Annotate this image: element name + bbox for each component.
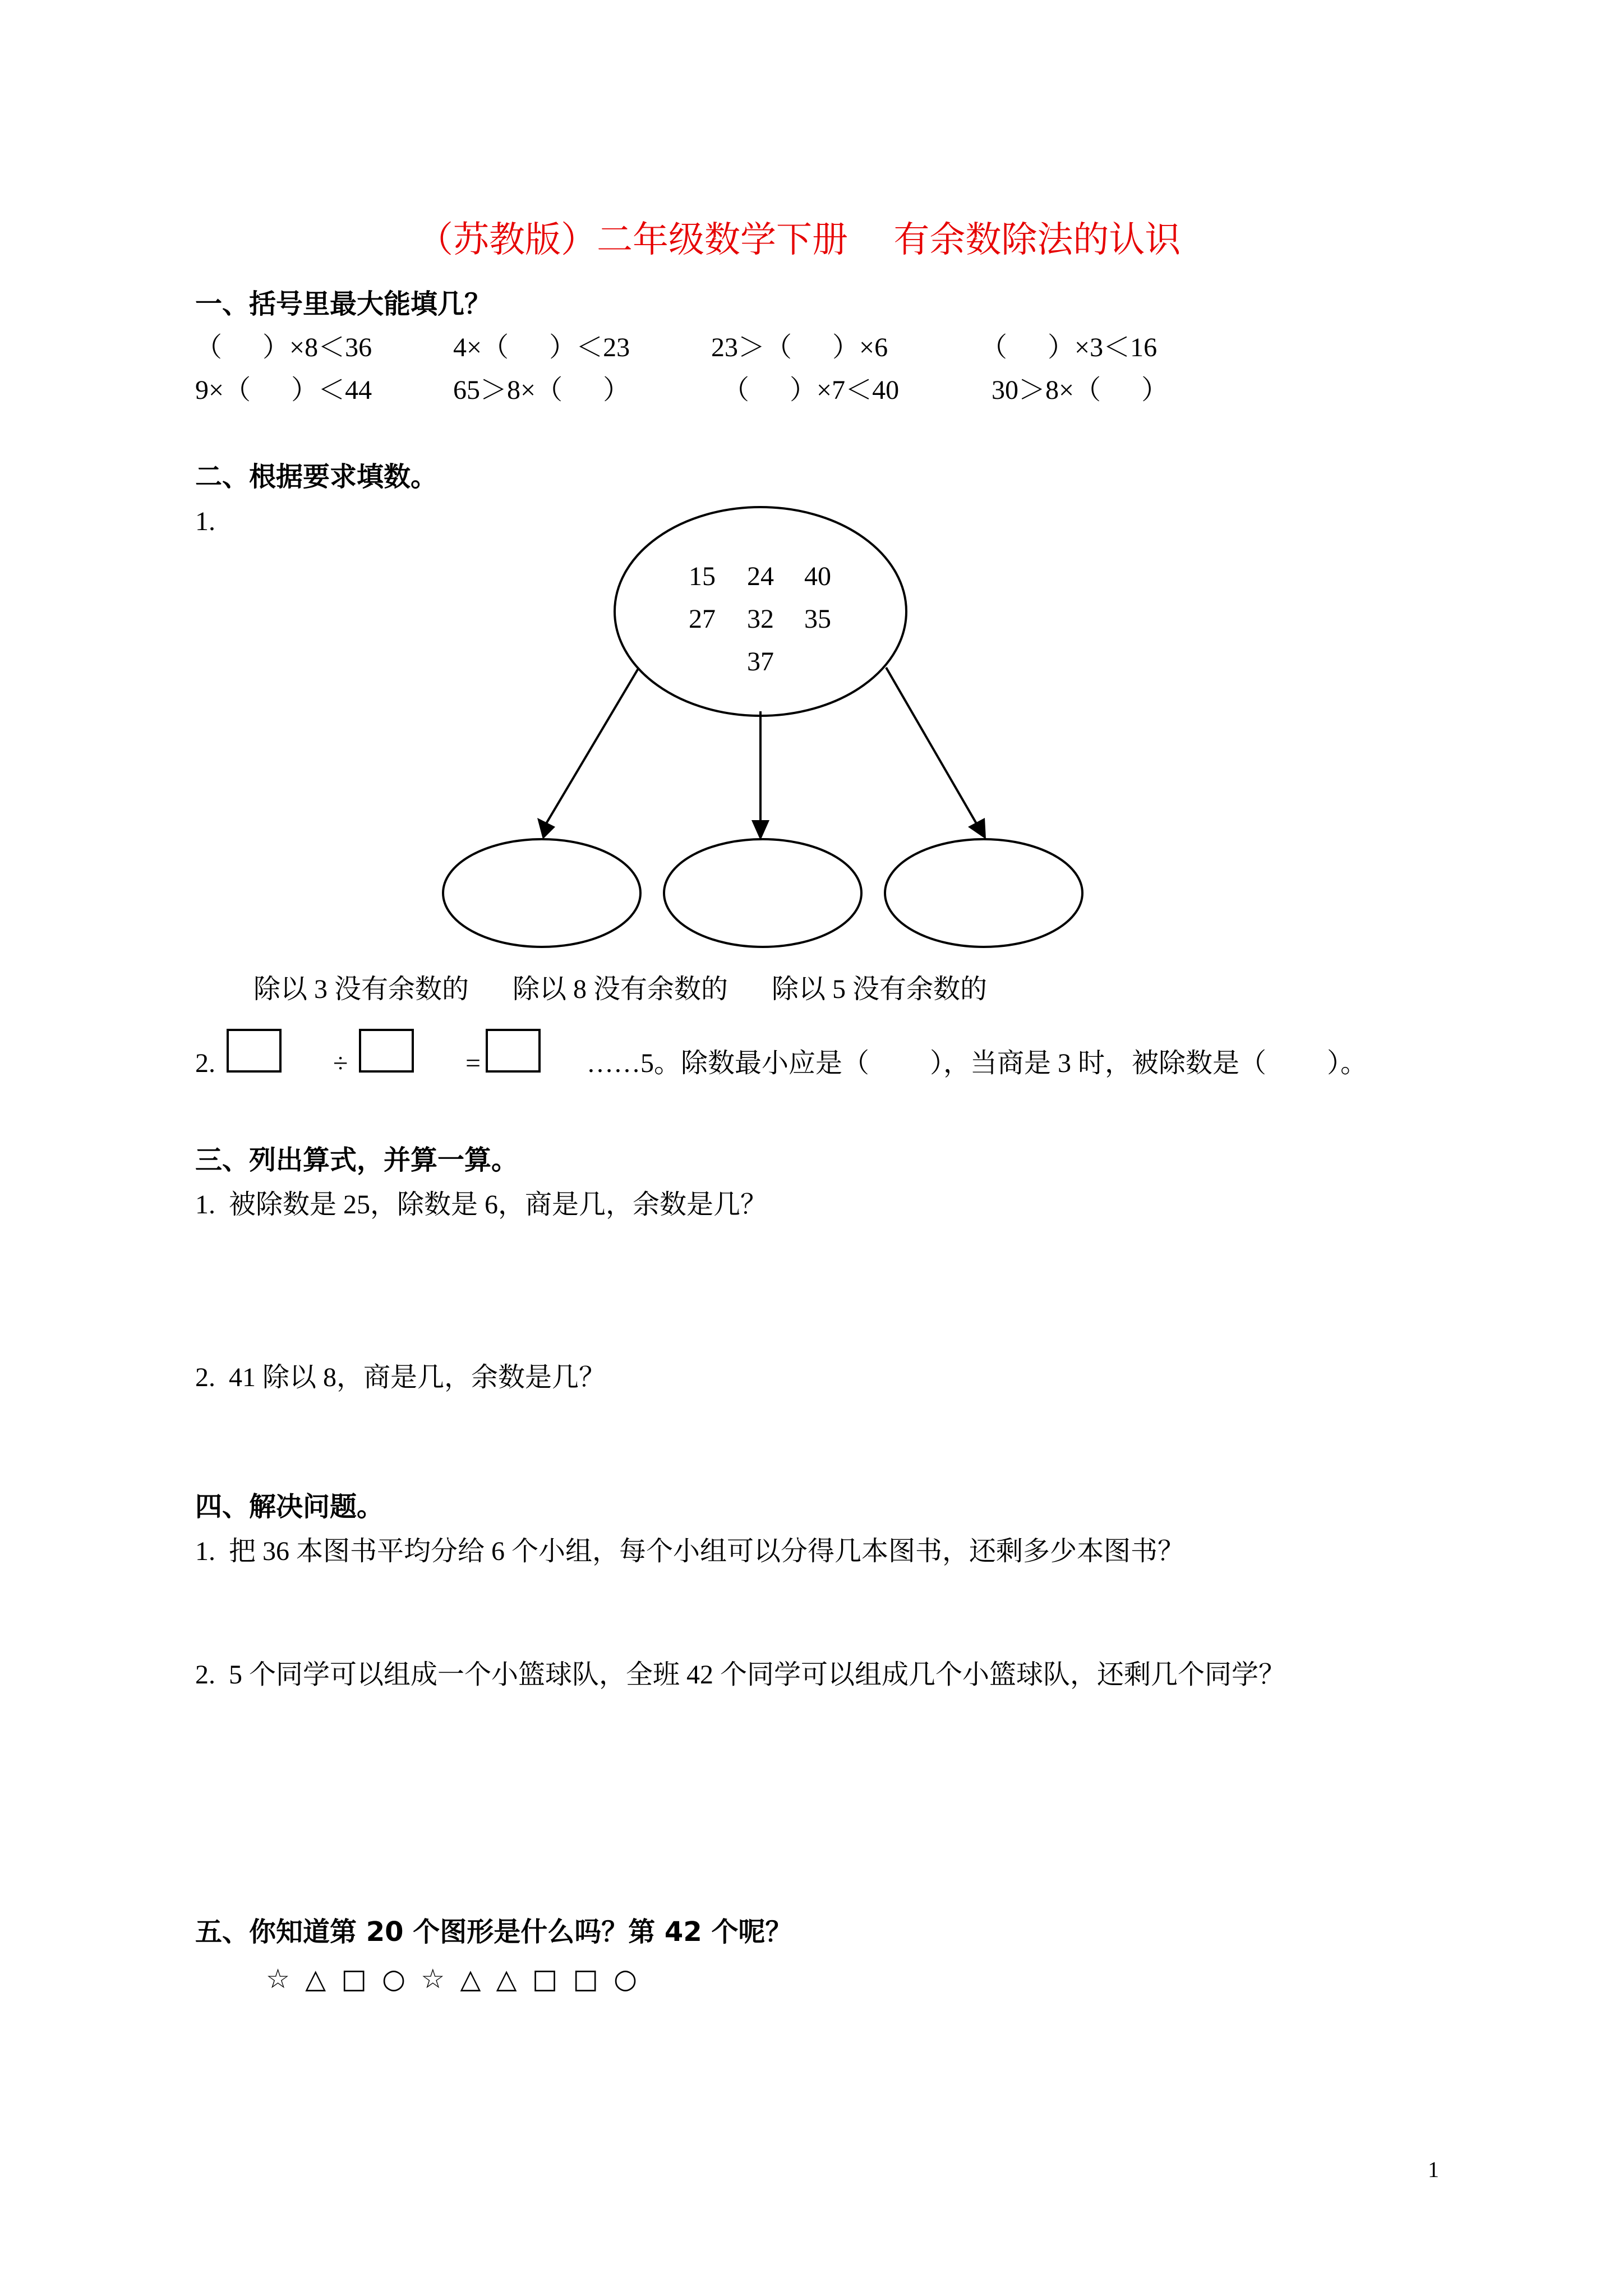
section-5-heading: 五、你知道第 20 个图形是什么吗？第 42 个呢？ [195, 1916, 792, 1948]
ellipse-number: 37 [747, 647, 774, 677]
section-4-q2: 2. 5 个同学可以组成一个小篮球队，全班 42 个同学可以组成几个小篮球队，还剩几个同学？ [195, 1660, 1286, 1690]
section-1-heading: 一、括号里最大能填几？ [195, 288, 492, 320]
section-1-row2-item2: 65＞8×（ ） [453, 375, 630, 405]
ellipse-number: 32 [747, 604, 774, 634]
arrow-right-head [968, 818, 986, 839]
quotient-box[interactable] [486, 1029, 541, 1073]
equals-sign: = [465, 1048, 481, 1078]
section-2-q1-label: 1. [195, 507, 215, 536]
section-1-row1-item4: （ ）×3＜16 [980, 333, 1158, 362]
caption-div5: 除以 5 没有余数的 [772, 974, 988, 1004]
arrow-right [886, 668, 980, 830]
page-title: （苏教版）二年级数学下册 有余数除法的认识 [417, 219, 1181, 261]
section-1-row1-item2: 4×（ ）＜23 [453, 333, 630, 362]
target-ellipse-3[interactable] [885, 839, 1082, 947]
section-1-row2-item3: （ ）×7＜40 [722, 375, 900, 405]
section-1-row1-item1: （ ）×8＜36 [195, 333, 372, 362]
ellipse-number: 27 [689, 604, 716, 634]
divisor-box[interactable] [359, 1029, 414, 1073]
divide-sign: ÷ [333, 1048, 348, 1078]
page-number: 1 [1428, 2157, 1439, 2182]
section-2-q2-label: 2. [195, 1048, 215, 1078]
target-ellipse-2[interactable] [664, 839, 861, 947]
caption-div3: 除以 3 没有余数的 [253, 974, 469, 1004]
ellipse-number: 24 [747, 562, 774, 591]
section-3-q1: 1. 被除数是 25，除数是 6，商是几，余数是几？ [195, 1190, 768, 1220]
section-4-heading: 四、解决问题。 [195, 1491, 384, 1522]
ellipse-number: 40 [804, 562, 831, 591]
shape-sequence: ☆ △ □ ○ ☆ △ △ □ □ ○ [266, 1963, 637, 1995]
caption-div8: 除以 8 没有余数的 [513, 974, 728, 1004]
section-1-row1-item3: 23＞（ ）×6 [711, 333, 888, 362]
section-2-q2-text: ……5。除数最小应是（ ），当商是 3 时，被除数是（ ）。 [587, 1048, 1368, 1078]
section-3-heading: 三、列出算式，并算一算。 [195, 1144, 519, 1176]
ellipse-number: 35 [804, 604, 831, 634]
arrow-middle-head [751, 820, 769, 840]
section-3-q2: 2. 41 除以 8，商是几，余数是几？ [195, 1363, 606, 1392]
section-1-row2-item1: 9×（ ）＜44 [195, 375, 372, 405]
section-4-q1: 1. 把 36 本图书平均分给 6 个小组，每个小组可以分得几本图书，还剩多少本图书？ [195, 1536, 1185, 1566]
ellipse-number: 15 [689, 562, 716, 591]
dividend-box[interactable] [227, 1029, 282, 1073]
section-2-heading: 二、根据要求填数。 [195, 461, 438, 493]
section-1-row2-item4: 30＞8×（ ） [992, 375, 1169, 405]
arrow-left [543, 669, 638, 829]
arrow-left-head [537, 818, 555, 839]
target-ellipse-1[interactable] [443, 839, 640, 947]
